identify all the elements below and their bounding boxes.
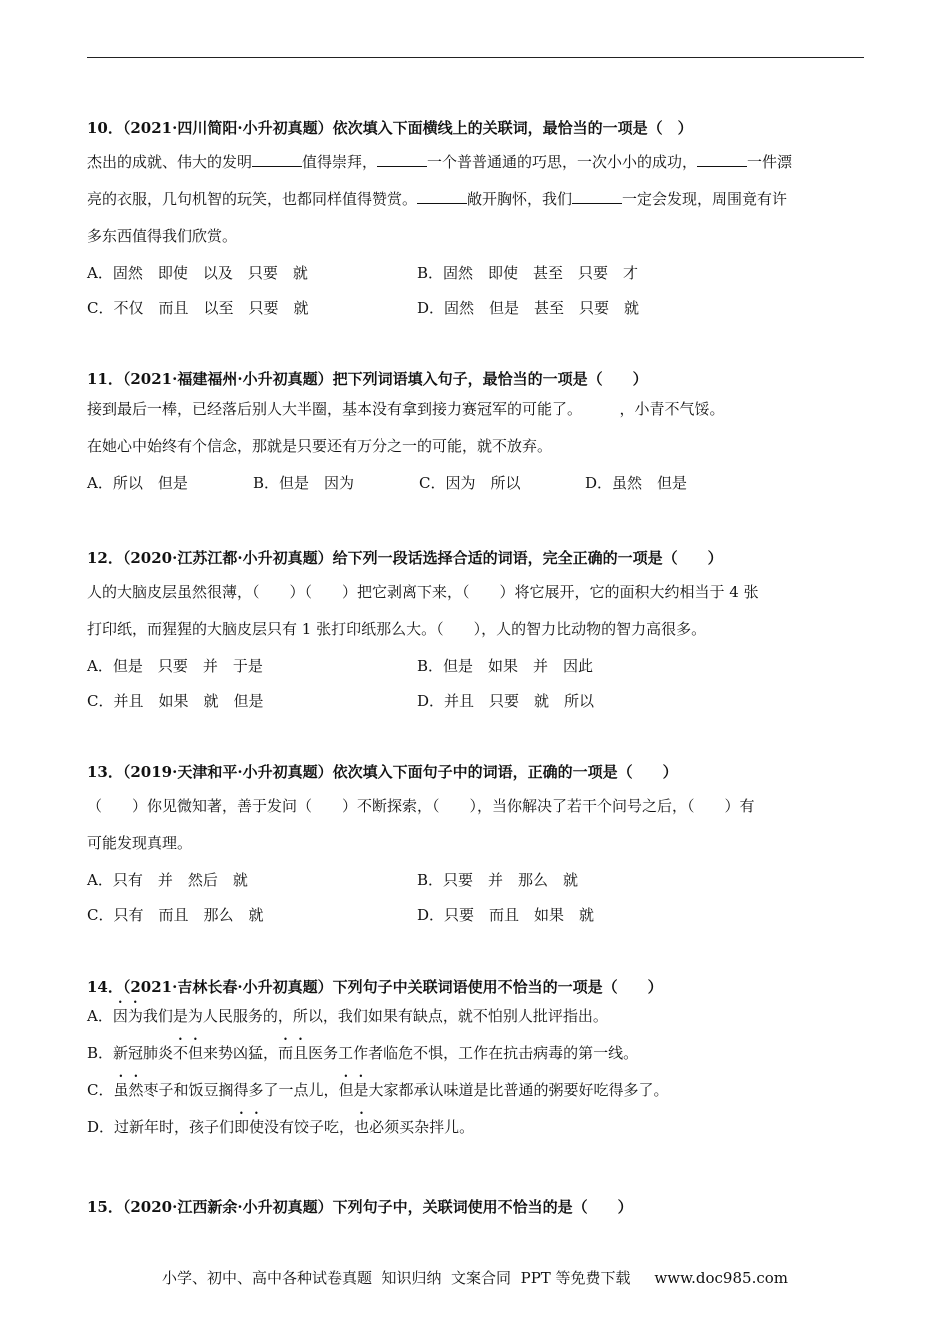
emphasized-conjunction: 因为 xyxy=(112,1007,143,1025)
option-d[interactable]: D．并且 只要 就 所以 xyxy=(417,692,595,710)
emphasized-conjunction: 也 xyxy=(354,1118,370,1136)
question-11 xyxy=(87,368,867,500)
option-c[interactable]: C．不仅 而且 以至 只要 就 xyxy=(87,299,309,317)
question-15 xyxy=(87,1196,867,1218)
option-a[interactable]: A．但是 只要 并 于是 xyxy=(87,657,263,675)
header-rule xyxy=(87,57,864,58)
emphasized-conjunction: 虽然 xyxy=(113,1081,144,1099)
option-b[interactable]: B．但是 因为 xyxy=(253,474,355,492)
page-footer: 小学、初中、高中各种试卷真题 知识归纳 文案合同 PPT 等免费下载 www.doc985.com xyxy=(161,1269,788,1287)
option-a[interactable]: A．只有 并 然后 就 xyxy=(87,871,248,889)
emphasized-conjunction: 即使 xyxy=(234,1118,265,1136)
option-c[interactable]: C．并且 如果 就 但是 xyxy=(87,692,264,710)
option-b[interactable]: B．但是 如果 并 因此 xyxy=(417,657,594,675)
emphasized-conjunction: 但是 xyxy=(338,1081,369,1099)
answer-blank xyxy=(377,152,427,167)
question-13 xyxy=(87,761,867,932)
question-title: 15．（2020·江西新余·小升初真题）下列句子中，关联词使用不恰当的是（ ） xyxy=(87,1198,633,1216)
option-d[interactable]: D．只要 而且 如果 就 xyxy=(417,906,595,924)
question-text: 亮的衣服，几句机智的玩笑，也都同样值得赞赏。 敞开胸怀，我们 一定会发现，周围竟有许 xyxy=(87,190,788,208)
option-a[interactable]: A．所以 但是 xyxy=(87,474,188,492)
question-text: 可能发现真理。 xyxy=(87,834,193,852)
question-text: 杰出的成就、伟大的发明 值得崇拜， 一个普普通通的巧思，一次小小的成功， 一件漂 xyxy=(87,153,793,171)
option-a[interactable]: A．因为我们是为人民服务的，所以，我们如果有缺点，就不怕别人批评指出。 xyxy=(87,1007,608,1025)
answer-blank xyxy=(697,152,747,167)
option-a[interactable]: A．固然 即使 以及 只要 就 xyxy=(87,264,308,282)
question-title: 13．（2019·天津和平·小升初真题）依次填入下面句子中的词语，正确的一项是（ ） xyxy=(87,763,678,781)
question-title: 12．（2020·江苏江都·小升初真题）给下列一段话选择合适的词语，完全正确的一项是（ ） xyxy=(87,549,723,567)
option-c[interactable]: C．虽然枣子和饭豆搁得多了一点儿，但是大家都承认味道是比普通的粥要好吃得多了。 xyxy=(87,1081,669,1099)
answer-blank xyxy=(417,189,467,204)
option-d[interactable]: D．固然 但是 甚至 只要 就 xyxy=(417,299,640,317)
question-12 xyxy=(87,547,867,718)
question-text: 多东西值得我们欣赏。 xyxy=(87,227,238,245)
option-b[interactable]: B．新冠肺炎不但来势凶猛，而且医务工作者临危不惧，工作在抗击病毒的第一线。 xyxy=(87,1044,639,1062)
option-d[interactable]: D．过新年时，孩子们即使没有饺子吃，也必须买杂拌儿。 xyxy=(87,1118,475,1136)
question-10 xyxy=(87,117,867,325)
question-text: 人的大脑皮层虽然很薄，（ ）（ ）把它剥离下来，（ ）将它展开，它的面积大约相当于 4 张 xyxy=(87,583,759,601)
option-b[interactable]: B．固然 即使 甚至 只要 才 xyxy=(417,264,639,282)
question-text: （ ）你见微知著，善于发问（ ）不断探索，（ ），当你解决了若干个问号之后，（ ）有 xyxy=(87,797,755,815)
answer-blank xyxy=(252,152,302,167)
question-title: 14．（2021·吉林长春·小升初真题）下列句子中关联词语使用不恰当的一项是（ ） xyxy=(87,978,663,996)
option-b[interactable]: B．只要 并 那么 就 xyxy=(417,871,579,889)
question-text: 打印纸，而猩猩的大脑皮层只有 1 张打印纸那么大。（ ），人的智力比动物的智力高很多。 xyxy=(87,620,707,638)
emphasized-conjunction: 不但 xyxy=(173,1044,204,1062)
question-text: 在她心中始终有个信念，那就是只要还有万分之一的可能，就不放弃。 xyxy=(87,437,553,455)
option-c[interactable]: C．只有 而且 那么 就 xyxy=(87,906,264,924)
option-c[interactable]: C．因为 所以 xyxy=(419,474,521,492)
question-title: 10．（2021·四川简阳·小升初真题）依次填入下面横线上的关联词，最恰当的一项是（ ） xyxy=(87,119,693,137)
emphasized-conjunction: 而且 xyxy=(278,1044,309,1062)
answer-blank xyxy=(572,189,622,204)
question-14 xyxy=(87,976,867,1146)
option-d[interactable]: D．虽然 但是 xyxy=(585,474,688,492)
question-title: 11．（2021·福建福州·小升初真题）把下列词语填入句子，最恰当的一项是（ ） xyxy=(87,370,648,388)
question-text: 接到最后一棒，已经落后别人大半圈，基本没有拿到接力赛冠军的可能了。 ，小青不气馁。 xyxy=(87,400,725,418)
